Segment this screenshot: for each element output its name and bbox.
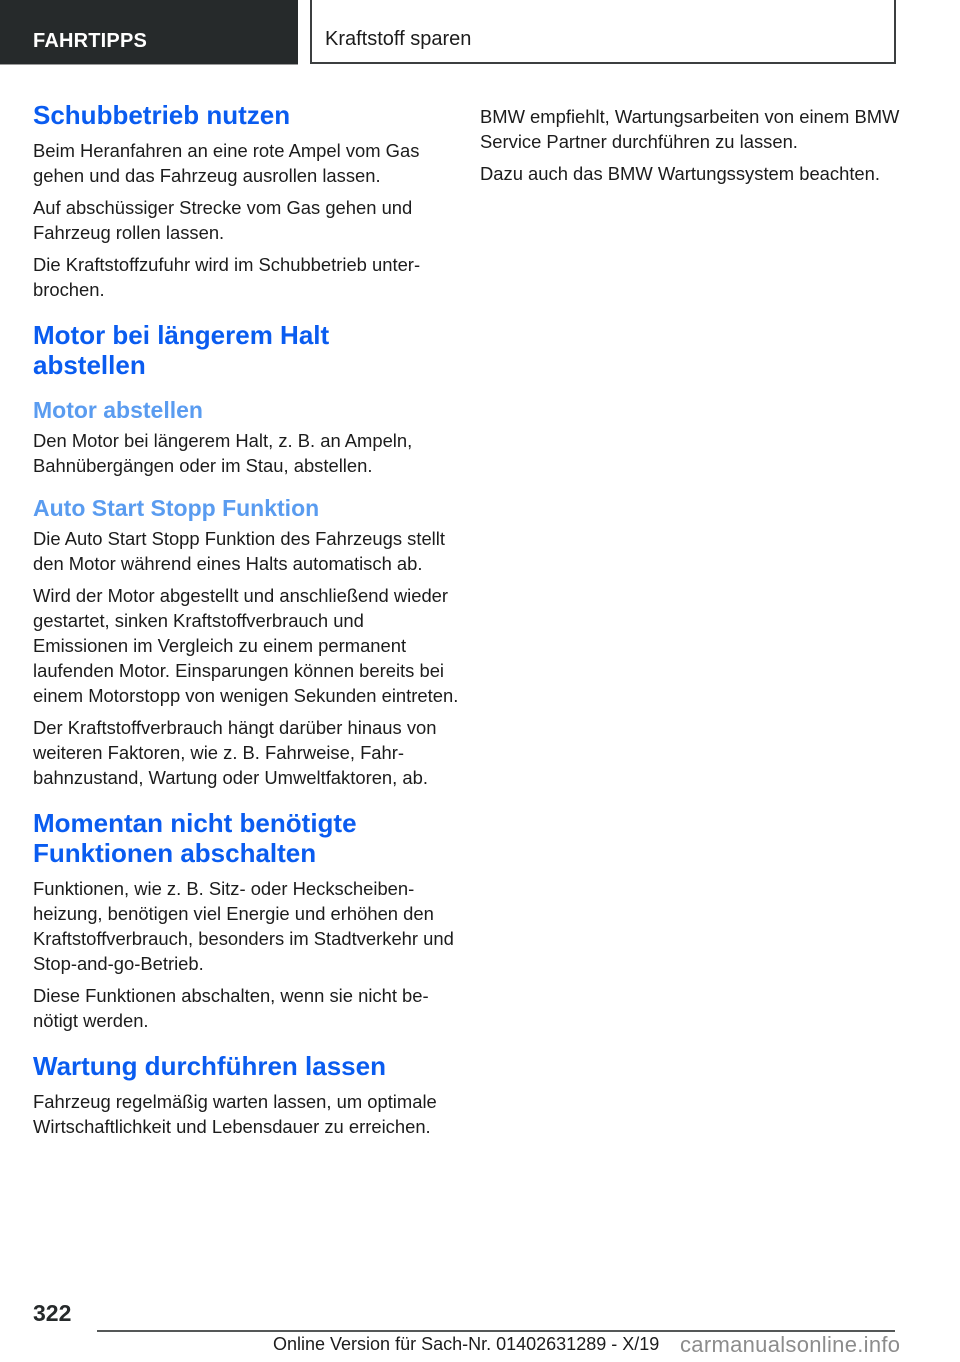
paragraph: Fahrzeug regelmäßig warten lassen, um optimale Wirtschaftlichkeit und Lebensdauer zu erreichen. bbox=[33, 1091, 437, 1137]
paragraph: Die Kraftstoffzufuhr wird im Schubbetrieb unterbrochen. bbox=[33, 254, 421, 300]
paragraph: Funktionen, wie z. B. Sitz- oder Heckscheibenheizung, benötigen viel Energie und erhöhen den Kraftstoffverbrauch, besonders im Stadtverkehr und Stop-and-go-Betrieb. bbox=[33, 878, 454, 974]
right-column bbox=[480, 104, 910, 186]
paragraph: BMW empfiehlt, Wartungsarbeiten von einem BMW Service Partner durchführen zu lassen. bbox=[480, 106, 900, 152]
paragraph: Dazu auch das BMW Wartungssystem beachten. bbox=[480, 163, 880, 184]
header-chapter-box bbox=[310, 0, 896, 64]
section-motor-halt bbox=[33, 320, 463, 790]
page-number: 322 bbox=[33, 1300, 72, 1326]
section-title: FAHRTIPPS bbox=[33, 30, 148, 52]
section-wartung bbox=[33, 1051, 463, 1139]
paragraph: Die Auto Start Stopp Funktion des Fahrzeugs stellt den Motor während eines Halts automatisch ab. bbox=[33, 528, 445, 574]
subheading-motor-abstellen: Motor abstellen bbox=[33, 397, 203, 423]
section-funktionen bbox=[33, 808, 463, 1033]
chapter-title: Kraftstoff sparen bbox=[325, 28, 472, 50]
heading-wartung: Wartung durchführen lassen bbox=[33, 1051, 386, 1081]
paragraph: Wird der Motor abgestellt und anschließend wieder gestartet, sinken Kraftstoffverbrauch und Emissionen im Vergleich zu einem permanent laufenden Motor. Einsparungen können bereits bei einem Motorstopp von wenigen Sekunden eintreten. bbox=[33, 585, 459, 706]
header-section-tab bbox=[0, 0, 298, 65]
left-column bbox=[33, 100, 463, 1139]
heading-schubbetrieb: Schubbetrieb nutzen bbox=[33, 100, 291, 130]
paragraph: Auf abschüssiger Strecke vom Gas gehen und Fahrzeug rollen lassen. bbox=[33, 197, 413, 243]
paragraph: Diese Funktionen abschalten, wenn sie nicht benötigt werden. bbox=[33, 985, 429, 1031]
section-schubbetrieb bbox=[33, 100, 463, 302]
heading-motor-halt: Motor bei längerem Halt abstellen bbox=[33, 320, 330, 380]
paragraph: Den Motor bei längerem Halt, z. B. an Ampeln, Bahnübergängen oder im Stau, abstellen. bbox=[33, 430, 413, 476]
subheading-auto-start-stopp: Auto Start Stopp Funktion bbox=[33, 495, 320, 521]
heading-funktionen: Momentan nicht benötigte Funktionen abschalten bbox=[33, 808, 357, 868]
paragraph: Beim Heranfahren an eine rote Ampel vom Gas gehen und das Fahrzeug ausrollen lassen. bbox=[33, 140, 420, 186]
version-text: Online Version für Sach-Nr. 01402631289 - X/19 bbox=[273, 1334, 660, 1354]
paragraph: Der Kraftstoffverbrauch hängt darüber hinaus von weiteren Faktoren, wie z. B. Fahrweise, Fahrbahnzustand, Wartung oder Umweltfaktoren, ab. bbox=[33, 717, 437, 788]
watermark: carmanualsonline.info bbox=[680, 1332, 901, 1357]
